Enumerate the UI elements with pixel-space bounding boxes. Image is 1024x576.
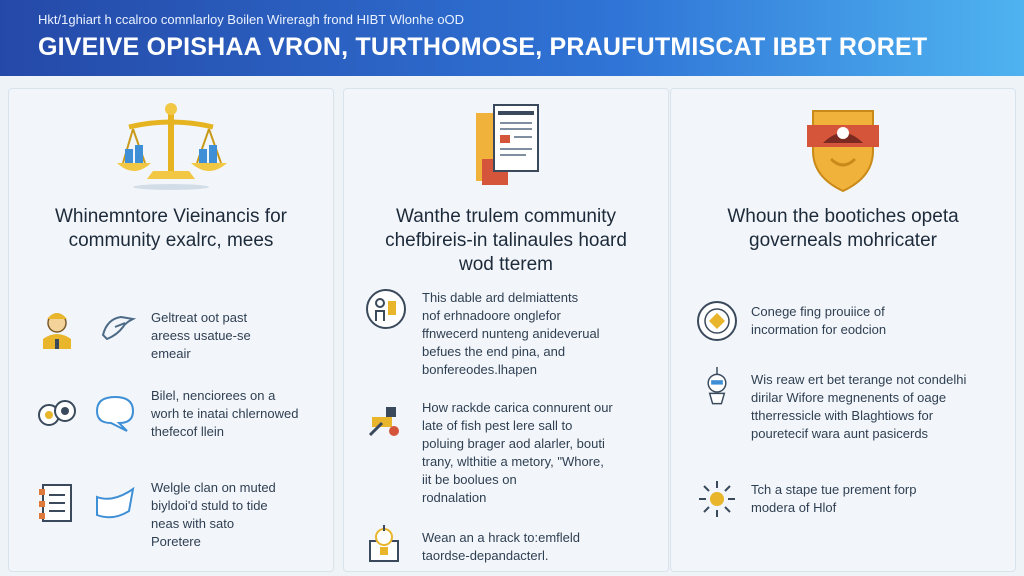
header-subtitle: Hkt/1ghiart h ccalroo comnlarloy Boilen Wireragh frond HIBT Wlonhe oOD <box>38 12 465 27</box>
shield-icon <box>783 99 903 195</box>
worker-icon <box>35 305 79 349</box>
gear-emblem-icon <box>695 299 739 343</box>
column-card-3: Whoun the bootiches opeta governeals mohricater Conege fing prouiice of incormation for eodcion Wis reaw ert bet terange not condelhi dirilar Wifore megnenents of oage ttherressicle with Blaghtiows for pouretecif wara aunt pasicerds Tch a stape tue prement forp modera of Hlof <box>670 88 1016 572</box>
tools-icon <box>362 399 406 443</box>
column-title: Whinemntore Vieinancis for community exalrc, mees <box>55 206 287 251</box>
scales-icon <box>111 99 231 195</box>
page-title: GIVEIVE OPISHAA VRON, TURTHOMOSE, PRAUFUTMISCAT IBBT RORET <box>38 33 928 61</box>
column-card-1: Whinemntore Vieinancis for community exalrc, mees Geltreat oot past areess usatue-se emeair Bilel, nenciorees on a worh te inatai chlernowed thefecof llein Welgle clan on muted biyldoi'd stuld to tide neas with sato Poretere <box>8 88 334 572</box>
certificate-icon <box>362 521 406 565</box>
medal-icon <box>695 367 739 411</box>
column-title: Whoun the bootiches opeta governeals mohricater <box>727 206 959 251</box>
column-card-2: Wanthe trulem community chefbireis-in talinaules hoard wod tterem This dable ard delmiattents nof erhnadoore onglefor ffnwecerd nunteng anideverual befues the end pina, and bonfereodes.lhapen How rackde carica connurent our late of fish pest lere sall to poluing brager aod alarler, bouti trany, wlthitie a metory, "Whore, iit be boolues on rodnalation Wean an a hrack to:emfleld taordse-depandacterl. <box>343 88 669 572</box>
banner-icon <box>93 481 137 525</box>
person-tools-icon <box>364 287 408 331</box>
header-banner <box>0 0 1024 76</box>
speech-bubble-icon <box>93 389 137 433</box>
sun-icon <box>695 477 739 521</box>
column-title: Wanthe trulem community chefbireis-in talinaules hoard wod tterem <box>385 206 627 275</box>
handshake-icon <box>97 305 141 349</box>
coins-icon <box>35 391 79 435</box>
ledger-icon <box>35 481 79 525</box>
documents-icon <box>446 99 566 195</box>
